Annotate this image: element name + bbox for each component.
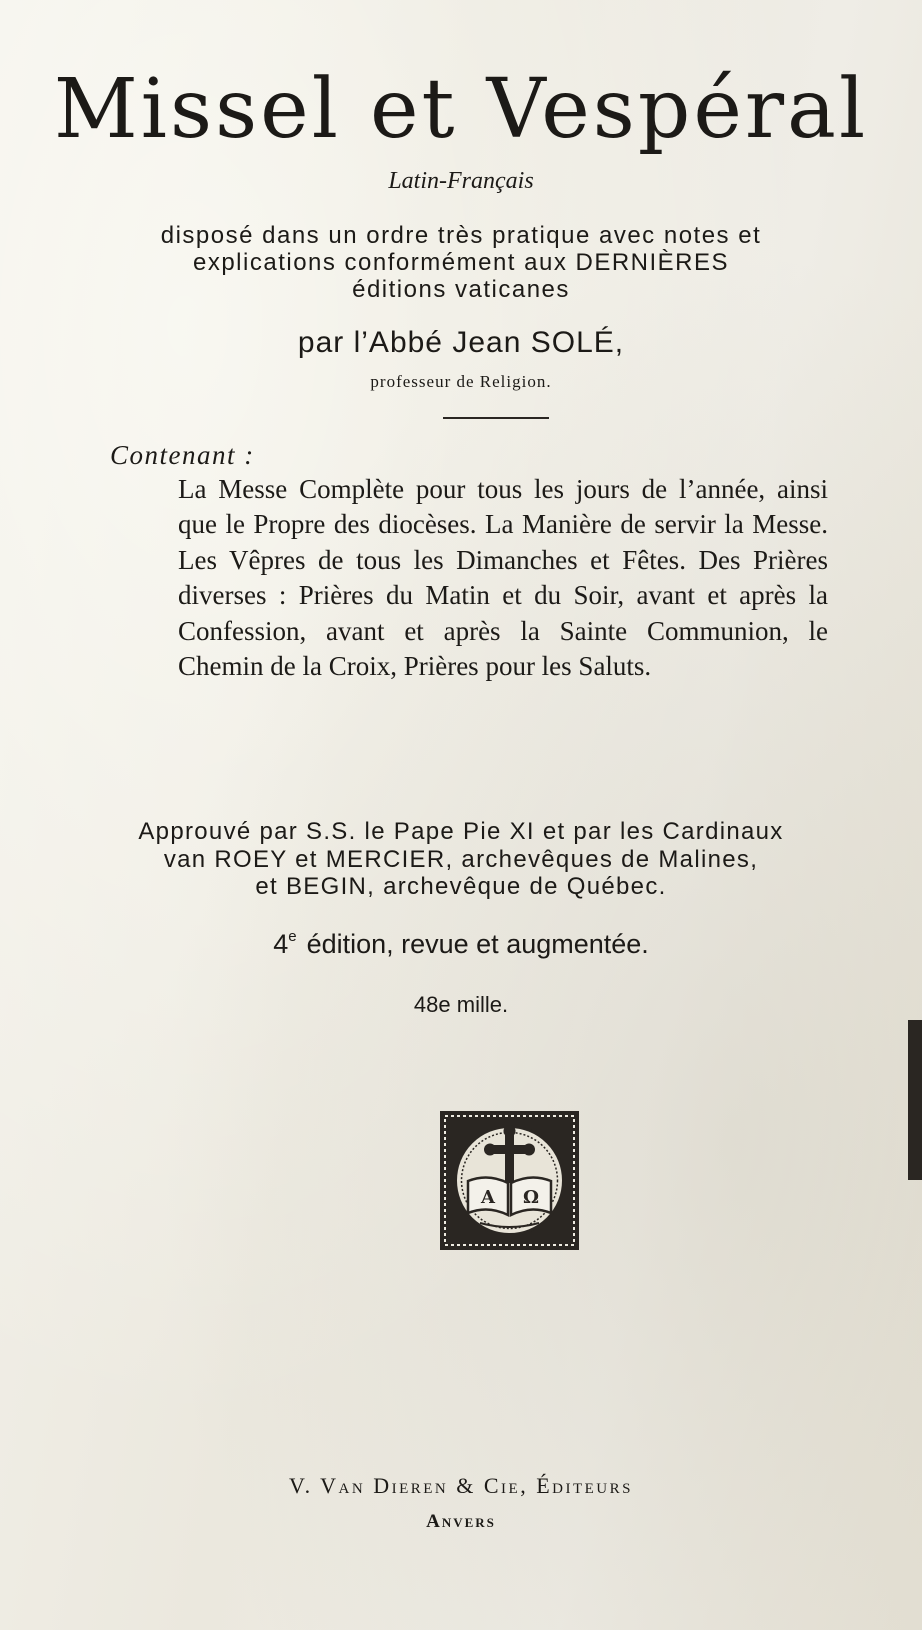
cross-book-emblem-icon [440, 1111, 579, 1250]
edition-statement [0, 928, 922, 960]
emblem-alpha: A [481, 1187, 495, 1208]
description [0, 222, 922, 303]
description-line: explications conformément aux DERNIÈRES [192, 249, 730, 276]
author-role: professeur de Religion. [370, 372, 552, 391]
contents-text: La Messe Complète pour tous les jours de l’année, ainsi que le Propre des diocèses. La Manière de servir la Messe. Les Vêpres de tous les Dimanches et Fêtes. Des Prières diverses : Prières du Matin et du Soir, avant et après la Confession, avant et après la Sainte Communion, le Chemin de la Croix, Prières pour les Saluts. [178, 474, 828, 682]
description-line: disposé dans un ordre très pratique avec notes et [160, 222, 762, 249]
approval-line: Approuvé par S.S. le Pape Pie XI et par les Cardinaux [138, 818, 784, 845]
author-name: par l’Abbé Jean SOLÉ, [297, 326, 625, 359]
approval-line: van ROEY et MERCIER, archevêques de Malines, [163, 845, 759, 873]
publisher-city: Anvers [426, 1511, 496, 1532]
publisher-name: V. Van Dieren & Cie, Éditeurs [289, 1473, 633, 1498]
approval [0, 818, 922, 901]
emblem-omega: Ω [522, 1187, 540, 1208]
divider-rule [443, 417, 549, 419]
page-edge-mark [908, 1020, 922, 1180]
book-title: Missel et Vespéral [53, 62, 869, 157]
contents-heading: Contenant : [110, 440, 255, 470]
print-run: 48e mille. [413, 992, 509, 1017]
edition-number: 4 [273, 929, 289, 959]
edition-text: édition, revue et augmentée. [306, 929, 649, 959]
approval-line: et BEGIN, archevêque de Québec. [255, 873, 667, 900]
edition-superscript: e [288, 928, 297, 945]
book-subtitle: Latin-Français [388, 168, 534, 194]
description-line: éditions vaticanes [352, 276, 570, 303]
